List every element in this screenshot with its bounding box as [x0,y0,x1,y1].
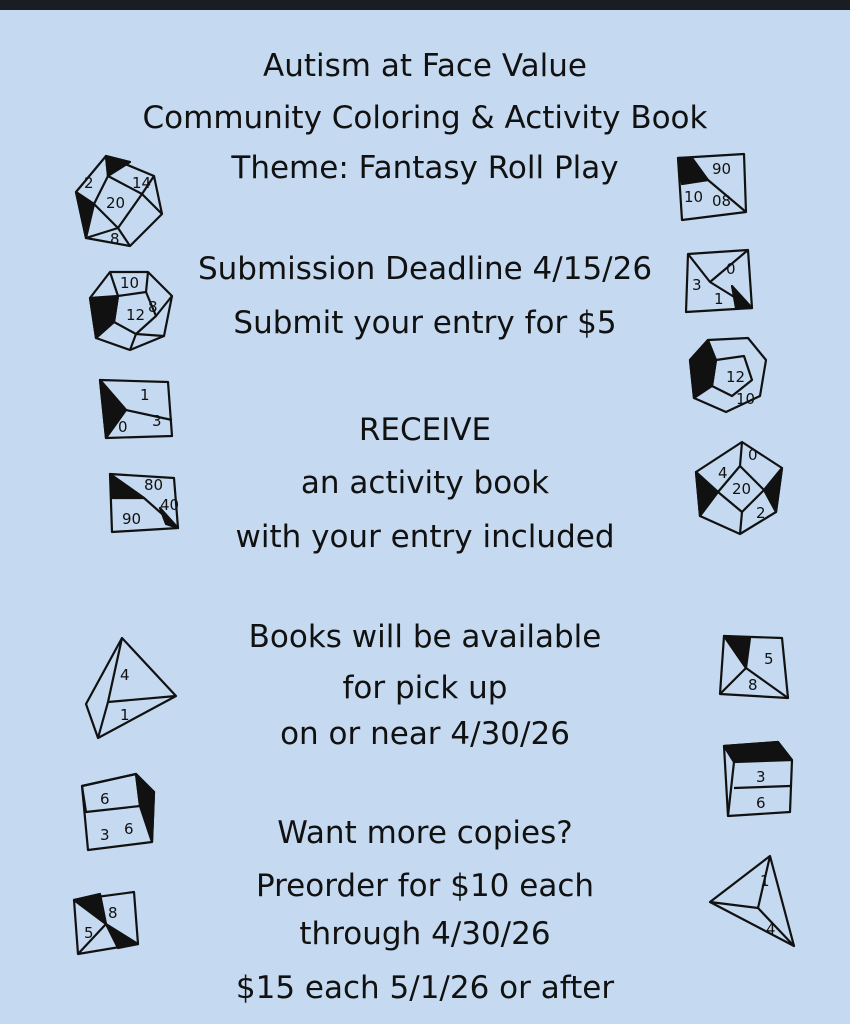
svg-text:40: 40 [160,496,180,514]
svg-text:1: 1 [120,706,130,724]
svg-text:90: 90 [122,510,142,528]
svg-text:0: 0 [726,260,736,278]
svg-text:80: 80 [144,476,164,494]
svg-text:12: 12 [126,306,146,324]
svg-text:8: 8 [748,676,758,694]
svg-text:5: 5 [84,924,94,942]
d10-icon [104,468,184,538]
receive-line-2: with your entry included [235,519,615,555]
d20-icon [72,152,168,252]
svg-text:20: 20 [732,480,752,498]
svg-text:6: 6 [124,820,134,838]
svg-text:20: 20 [106,194,126,212]
svg-text:4: 4 [120,666,130,684]
pickup-line-3: on or near 4/30/26 [280,716,570,752]
more-copies-heading: Want more copies? [277,815,573,851]
pickup-line-1: Books will be available [248,619,602,655]
preorder-line-1: Preorder for $10 each [255,868,595,904]
receive-line-1: an activity book [300,465,550,501]
svg-text:3: 3 [756,768,766,786]
preorder-line-2: through 4/30/26 [299,916,551,952]
svg-text:8: 8 [704,370,714,388]
svg-text:3: 3 [100,826,110,844]
d6-icon [96,376,176,442]
svg-text:1: 1 [714,290,724,308]
d4-icon [704,852,800,952]
svg-text:90: 90 [712,160,732,178]
top-bar [0,0,850,10]
flyer-theme: Theme: Fantasy Roll Play [231,150,619,186]
svg-text:1: 1 [760,872,770,890]
d8-icon [70,888,144,958]
d8-icon [680,246,756,318]
d12-icon [686,334,770,414]
d6-icon [720,740,796,820]
svg-text:0: 0 [118,418,128,436]
d10-icon [672,150,752,224]
d6-icon [78,770,158,854]
pickup-line-2: for pick up [342,670,508,706]
flyer-title: Autism at Face Value [263,48,587,84]
d8-icon [716,630,792,706]
svg-text:8: 8 [148,298,158,316]
d4-icon [80,634,180,742]
svg-text:10: 10 [736,390,756,408]
svg-text:4: 4 [766,920,776,938]
entry-fee: Submit your entry for $5 [233,305,617,341]
svg-text:2: 2 [756,504,766,522]
svg-text:3: 3 [152,412,162,430]
svg-text:6: 6 [100,790,110,808]
svg-text:8: 8 [108,904,118,922]
svg-text:8: 8 [110,230,120,248]
after-price: $15 each 5/1/26 or after [235,970,615,1006]
d12-icon [86,268,176,352]
svg-text:6: 6 [756,794,766,812]
svg-text:5: 5 [764,650,774,668]
flyer-subtitle: Community Coloring & Activity Book [142,100,708,136]
svg-text:3: 3 [692,276,702,294]
svg-text:08: 08 [712,192,732,210]
svg-text:2: 2 [84,174,94,192]
d20-icon [690,438,790,538]
svg-text:14: 14 [132,174,152,192]
svg-text:1: 1 [140,386,150,404]
svg-text:12: 12 [726,368,746,386]
receive-heading: RECEIVE [358,412,492,448]
svg-text:4: 4 [718,464,728,482]
svg-text:10: 10 [120,274,140,292]
submission-deadline: Submission Deadline 4/15/26 [197,251,653,287]
svg-text:10: 10 [684,188,704,206]
svg-text:0: 0 [748,446,758,464]
